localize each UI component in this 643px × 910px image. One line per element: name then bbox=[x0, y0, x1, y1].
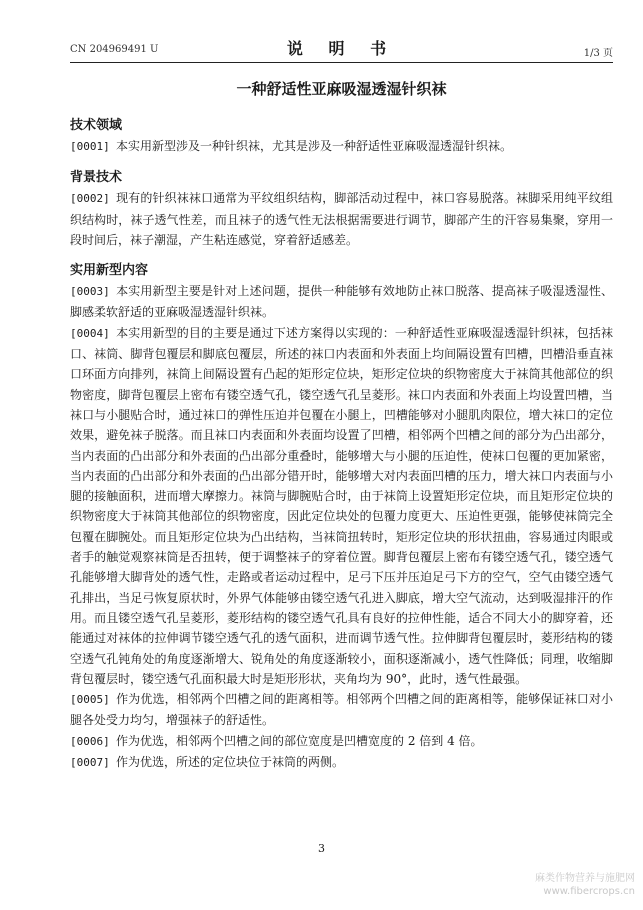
paragraph-text: 本实用新型主要是针对上述问题，提供一种能够有效地防止袜口脱落、提高袜子吸湿透湿性、脚感柔软舒适的亚麻吸湿透湿针织袜。 bbox=[70, 284, 613, 320]
paragraph-text: 作为优选，相邻两个凹槽之间的距离相等。相邻两个凹槽之间的距离相等，能够保证袜口对小腿各处受力均匀，增强袜子的舒适性。 bbox=[70, 692, 613, 728]
document-body bbox=[70, 114, 613, 773]
paragraph-number: [0001] bbox=[70, 140, 110, 153]
paragraph-number: [0005] bbox=[70, 693, 110, 707]
paragraph-text: 作为优选，所述的定位块位于袜筒的两侧。 bbox=[116, 755, 345, 770]
paragraph-number: [0002] bbox=[70, 192, 110, 206]
site-watermark bbox=[535, 872, 635, 898]
watermark-url: www.fibercrops.cn bbox=[543, 886, 635, 897]
page-header bbox=[70, 36, 613, 62]
page-number: 3 bbox=[318, 842, 325, 855]
paragraph bbox=[70, 752, 613, 773]
section-heading: 实用新型内容 bbox=[70, 263, 149, 279]
paragraph bbox=[70, 281, 613, 323]
paragraph bbox=[70, 323, 613, 689]
paragraph-number: [0004] bbox=[70, 326, 110, 340]
publication-number: CN 204969491 U bbox=[70, 44, 159, 55]
paragraph bbox=[70, 188, 613, 250]
paragraph-text: 本实用新型的目的主要是通过下述方案得以实现的：一种舒适性亚麻吸湿透湿针织袜，包括袜口、袜筒、脚背包覆层和脚底包覆层，所述的袜口内表面和外表面上均间隔设置有凹槽，凹槽沿垂直袜口环面方向排列，袜筒上间隔设置有凸起的矩形定位块，矩形定位块的织物密度大于袜筒其他部位的织物密度，脚背包覆层上密布有镂空透气孔，镂空透气孔呈菱形。袜口内表面和外表面上均设置凹槽，当袜口与小腿贴合时，通过袜口的弹性压迫并包覆在小腿上，凹槽能够对小腿肌肉限位，增大袜口的定位效果，避免袜子脱落。而且袜口内表面和外表面均设置了凹槽，相邻两个凹槽之间的部分为凸出部分，当内表面的凸出部分和外表面的凸出部分重叠时，能够增大与小腿的压迫性，使袜口包覆的更加紧密，当内表面的凸出部分和外表面的凸出部分错开时，能够增大对内表面凹槽的压力，增大袜口内表面与小腿的接触面积，进而增大摩擦力。袜筒与脚腕贴合时，由于袜筒上设置矩形定位块，而且矩形定位块的织物密度大于袜筒其他部位的织物密度，因此定位块处的包覆力度更大、压迫性更强，能够使袜筒完全包覆在脚腕处。而且矩形定位块为凸出结构，当袜筒扭转时，矩形定位块的形状扭曲，容易通过肉眼或者手的触觉观察袜筒是否扭转，便于调整袜子的穿着位置。脚背包覆层上密布有镂空透气孔，镂空透气孔能够增大脚背处的透气性，走路或者运动过程中，足弓下压并压迫足弓下方的空气，空气由镂空透气孔排出，当足弓恢复原状时，外界气体能够由镂空透气孔进入脚底，增大空气流动，达到吸湿排汗的作用。而且镂空透气孔呈菱形，菱形结构的镂空透气孔具有良好的拉伸性能，适合不同大小的脚穿着，还能通过对袜体的拉伸调节镂空透气孔的透气面积，进而调节透气性。拉伸脚背包覆层时，菱形结构的镂空透气孔钝角处的角度逐渐增大、锐角处的角度逐渐较小，面积逐渐减小，透气性降低；同理，收缩脚背包覆层时，镂空透气孔面积最大时是矩形形状，夹角均为 90°，此时，透气性最强。 bbox=[70, 325, 613, 686]
paragraph bbox=[70, 689, 613, 731]
patent-title: 一种舒适性亚麻吸湿透湿针织袜 bbox=[236, 80, 447, 98]
header-divider bbox=[70, 62, 613, 63]
paragraph-text: 作为优选，相邻两个凹槽之间的部位宽度是凹槽宽度的 2 倍到 4 倍。 bbox=[116, 733, 483, 748]
paragraph-text: 本实用新型涉及一种针织袜，尤其是涉及一种舒适性亚麻吸湿透湿针织袜。 bbox=[116, 139, 513, 153]
paragraph-number: [0006] bbox=[70, 734, 110, 748]
paragraph bbox=[70, 731, 613, 752]
page-count: 1/3 页 bbox=[583, 48, 613, 59]
document-type-title: 说 明 书 bbox=[286, 39, 397, 58]
paragraph bbox=[70, 136, 613, 157]
paragraph-number: [0007] bbox=[70, 756, 110, 770]
section-heading: 技术领域 bbox=[70, 118, 123, 133]
paragraph-number: [0003] bbox=[70, 285, 110, 299]
section-heading: 背景技术 bbox=[70, 170, 123, 186]
paragraph-text: 现有的针织袜袜口通常为平纹组织结构，脚部活动过程中，袜口容易脱落。袜脚采用纯平纹组织结构时，袜子透气性差，而且袜子的透气性无法根据需要进行调节，脚部产生的汗容易集聚，穿用一段时间后，袜子潮湿，产生粘连感觉，穿着舒适感差。 bbox=[70, 191, 613, 247]
watermark-title: 麻类作物营养与施肥网 bbox=[535, 873, 635, 884]
